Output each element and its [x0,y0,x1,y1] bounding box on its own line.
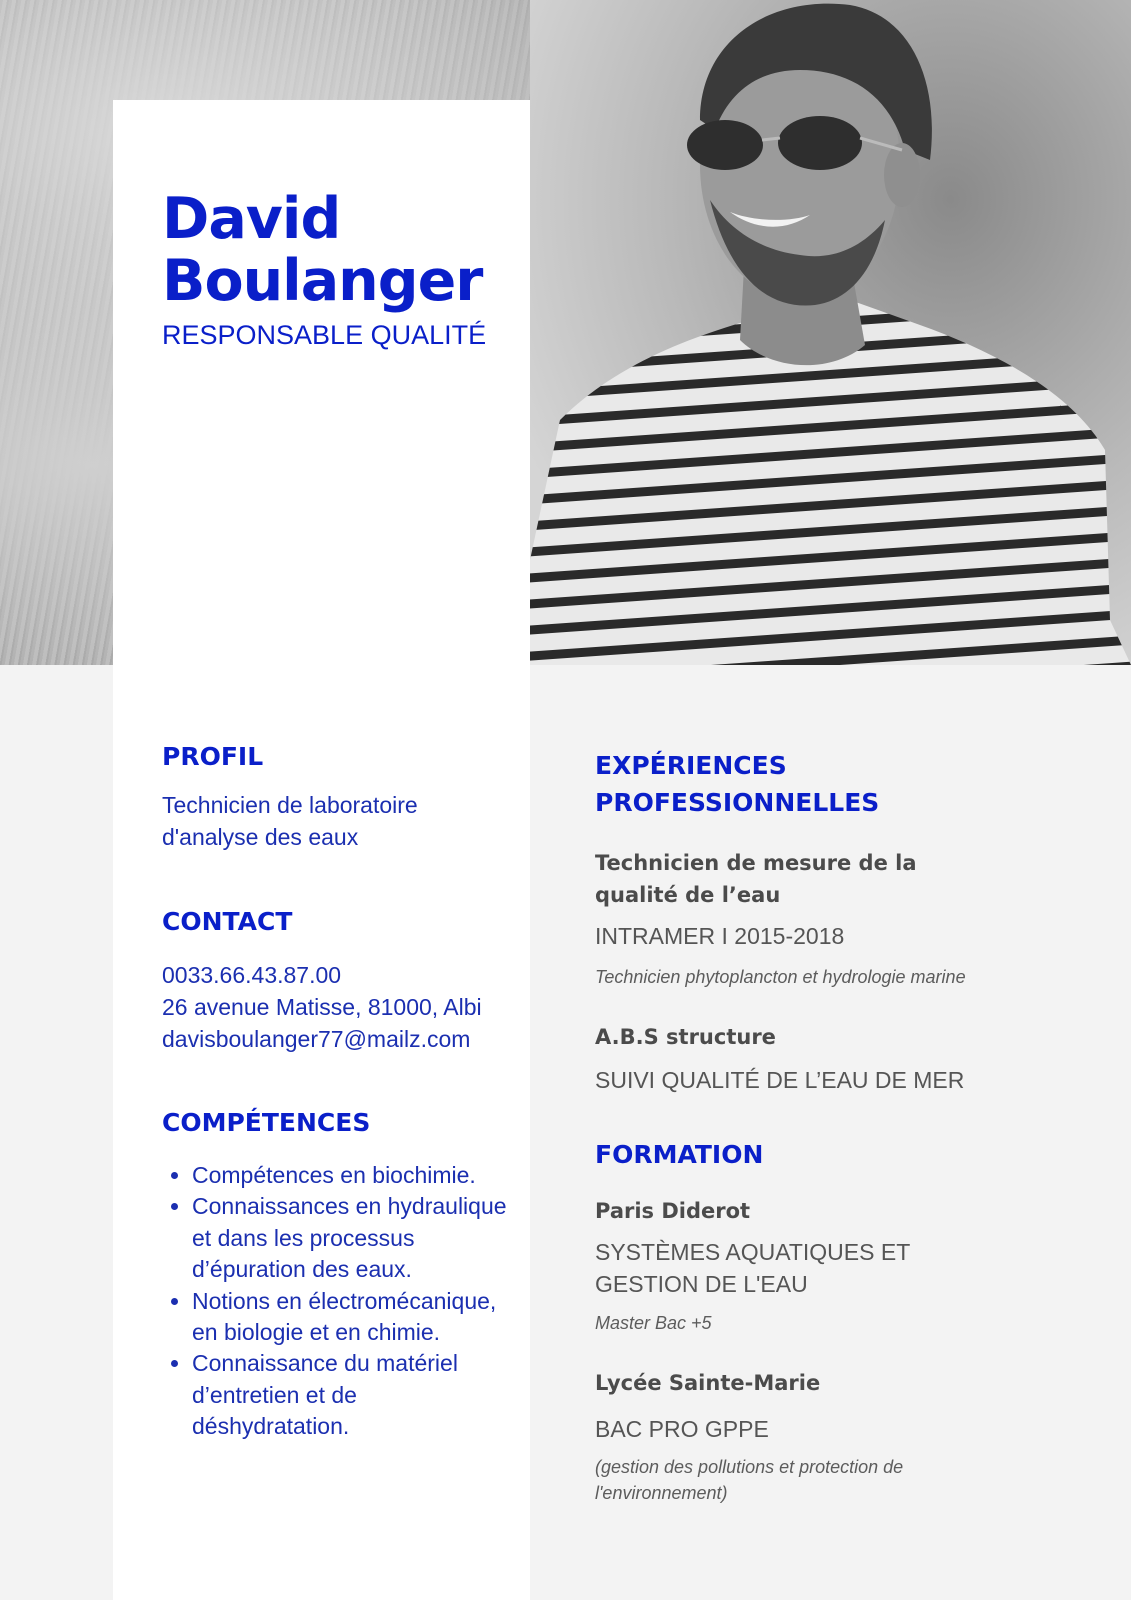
skill-item: • Notions en électromécanique, en biologie et en chimie. [192,1286,512,1349]
school-degree: (gestion des pollutions et protection de l'environnement) [595,1457,904,1503]
school-name: Paris Diderot [595,1199,751,1223]
job-company: INTRAMER I 2015-2018 [595,923,845,949]
school-program: BAC PRO GPPE [595,1416,769,1442]
contact-email: davisboulanger77@mailz.com [162,1026,471,1052]
school-name: Lycée Sainte-Marie [595,1371,821,1395]
job-title: A.B.S structure [595,1025,776,1049]
candidate-name [162,188,482,312]
contact-address: 26 avenue Matisse, 81000, Albi [162,994,482,1020]
school-program: SYSTÈMES AQUATIQUES ET GESTION DE L'EAU [595,1239,910,1297]
experience-heading-line: EXPÉRIENCES [595,751,787,780]
first-name: David [162,186,341,252]
job-role: RESPONSABLE QUALITÉ [162,320,487,350]
skill-item: • Connaissances en hydraulique et dans les processus d’épuration des eaux. [192,1191,512,1285]
contact-phone: 0033.66.43.87.00 [162,962,342,988]
job-detail: Technicien phytoplancton et hydrologie marine [595,967,966,987]
last-name: Boulanger [162,248,483,314]
experience-heading-line: PROFESSIONNELLES [595,788,880,817]
skill-item: • Connaissance du matériel d’entretien et de déshydratation. [192,1348,512,1442]
profile-line: d'analyse des eaux [162,824,359,850]
experience-heading [595,747,879,821]
contact-heading: CONTACT [162,907,293,936]
skills-heading: COMPÉTENCES [162,1108,371,1137]
contact-details [162,959,482,1055]
job-company: SUIVI QUALITÉ DE L’EAU DE MER [595,1067,965,1093]
profile-text [162,789,418,853]
education-heading: FORMATION [595,1140,764,1169]
job-title: Technicien de mesure de la qualité de l’eau [595,851,917,907]
profile-photo [530,0,1131,665]
skills-list [162,1160,512,1443]
school-degree: Master Bac +5 [595,1313,712,1333]
skill-item: • Compétences en biochimie. [192,1160,512,1191]
profile-line: Technicien de laboratoire [162,792,418,818]
profile-heading: PROFIL [162,742,264,771]
